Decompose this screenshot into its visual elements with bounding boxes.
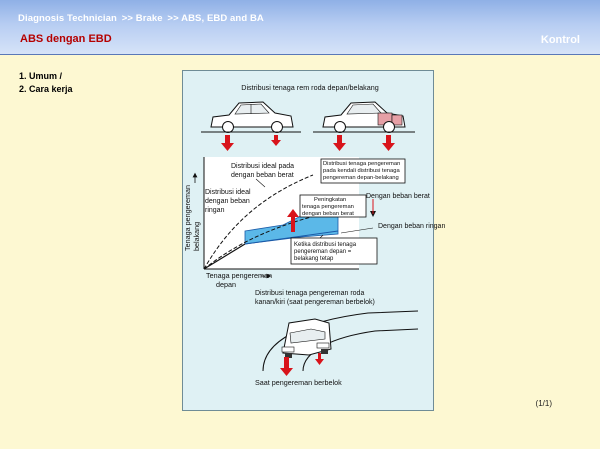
breadcrumb-item-brake[interactable]: >> Brake xyxy=(121,13,163,24)
label-light-load: Dengan beban ringan xyxy=(378,223,446,230)
car-left-icon xyxy=(201,102,301,133)
box-increase-line3: dengan beban berat xyxy=(302,211,354,217)
breadcrumb xyxy=(18,13,266,24)
page-title: ABS dengan EBD xyxy=(20,33,112,45)
corner-caption: Saat pengereman berbelok xyxy=(255,378,342,387)
graph-ylabel-line2: belakang xyxy=(192,221,201,251)
corner-title-line1: Distribusi tenaga pengereman roda xyxy=(255,290,365,297)
box-fixed-line1: Ketika distribusi tenaga xyxy=(294,242,357,248)
brake-force-arrow-icon xyxy=(221,135,281,151)
abs-ebd-figure xyxy=(182,70,446,411)
label-ideal-light-2: dengan beban xyxy=(205,198,250,205)
box-ecu-line3: pengereman depan-belakang xyxy=(323,175,399,181)
breadcrumb-item-abs[interactable]: >> ABS, EBD and BA xyxy=(167,13,264,24)
box-increase-line1: Peningkatan xyxy=(314,197,347,203)
label-heavy-load: Dengan beban berat xyxy=(366,193,430,200)
brake-force-arrow-icon xyxy=(333,135,395,151)
header-bar xyxy=(0,0,600,55)
box-ecu-line2: pada kendali distribusi tenaga xyxy=(323,168,400,174)
graph-ylabel-line1: Tenaga pengereman xyxy=(183,185,192,251)
figure-illustration xyxy=(183,71,446,410)
box-increase-line2: tenaga pengereman xyxy=(302,204,354,210)
breadcrumb-item-diagnosis[interactable]: Diagnosis Technician xyxy=(18,13,117,24)
graph-xlabel-line1: Tenaga pengereman xyxy=(206,271,272,280)
label-ideal-heavy-2: dengan beban berat xyxy=(231,172,294,179)
label-ideal-light-3: ringan xyxy=(205,207,225,214)
box-fixed-line3: belakang tetap xyxy=(294,256,334,262)
page-indicator: (1/1) xyxy=(535,399,552,408)
corner-title-line2: kanan/kiri (saat pengereman berbelok) xyxy=(255,299,375,306)
table-of-contents xyxy=(19,70,73,96)
box-fixed-line2: pengereman depan = xyxy=(294,249,352,255)
toc-item-umum[interactable]: 1. Umum / xyxy=(19,71,63,81)
kontrol-button[interactable]: Kontrol xyxy=(540,34,580,46)
label-ideal-heavy-1: Distribusi ideal pada xyxy=(231,163,295,170)
figure-top-title: Distribusi tenaga rem roda depan/belakang xyxy=(241,83,379,92)
label-ideal-light-1: Distribusi ideal xyxy=(205,189,251,196)
graph-xlabel-line2: depan xyxy=(216,280,236,289)
car-right-loaded-icon xyxy=(313,102,415,133)
toc-item-cara-kerja[interactable]: 2. Cara kerja xyxy=(19,84,73,94)
box-ecu-line1: Distribusi tenaga pengereman xyxy=(323,161,401,167)
